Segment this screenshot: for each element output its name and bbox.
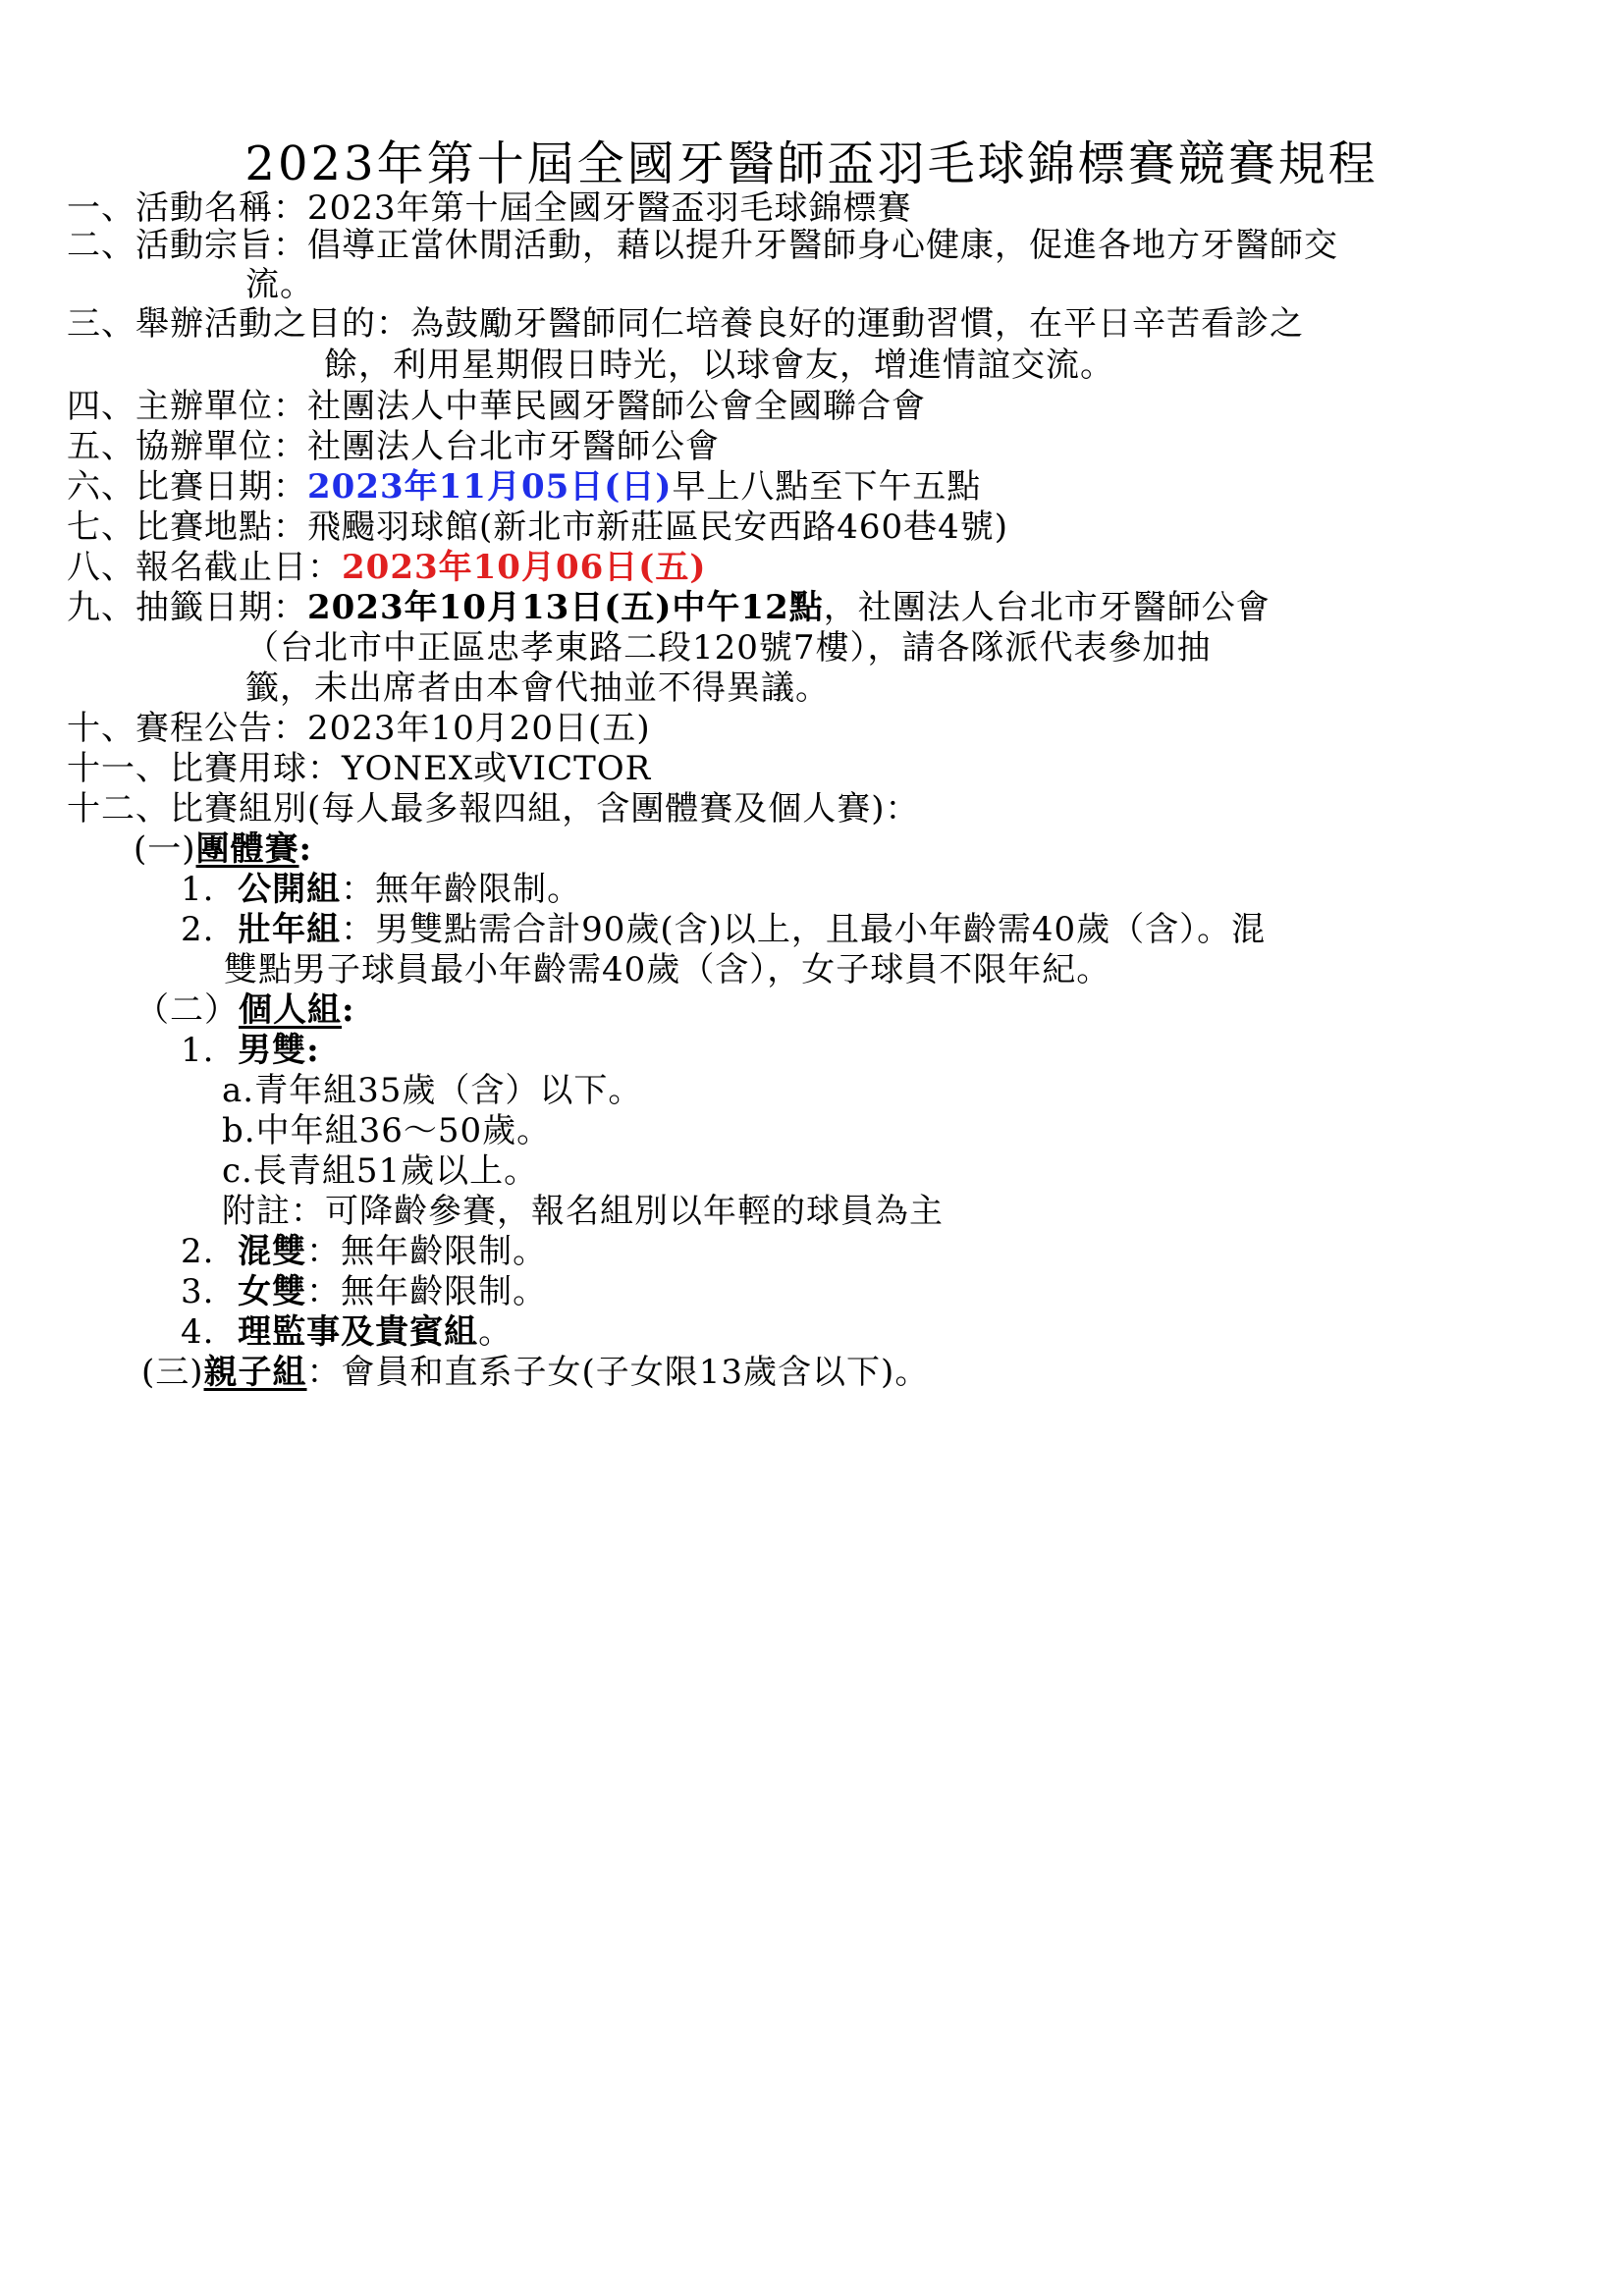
item-text: ：無年齡限制。 <box>306 1272 548 1311</box>
group-team-heading <box>134 828 312 871</box>
section-registration-deadline <box>67 546 706 589</box>
section-label: 十、賽程公告： <box>67 709 307 748</box>
section-purpose <box>67 224 1338 267</box>
section-schedule-announce <box>67 707 651 750</box>
group-family <box>141 1351 929 1394</box>
item-name: 混雙 <box>238 1232 307 1271</box>
section-label: 七、比賽地點： <box>67 507 307 547</box>
section-label: 二、活動宗旨： <box>67 226 307 265</box>
section-match-date <box>67 465 981 508</box>
item-number: 1. <box>181 1031 215 1070</box>
section-shuttlecock <box>67 747 651 790</box>
item-number: 3. <box>181 1272 215 1311</box>
section-label: 六、比賽日期： <box>67 467 307 507</box>
individual-item-mixed-doubles <box>181 1230 547 1273</box>
mens-sub-senior: c.長青組51歲以上。 <box>222 1151 539 1191</box>
item-text: ：無年齡限制。 <box>306 1232 548 1271</box>
deadline-date-highlight: 2023年10月06日(五) <box>342 548 707 587</box>
section-text: ，社團法人台北市牙醫師公會 <box>823 588 1271 627</box>
mens-sub-middle: b.中年組36～50歲。 <box>222 1111 552 1150</box>
group-prefix: (一) <box>134 829 196 869</box>
section-label: 十一、比賽用球： <box>67 749 342 788</box>
section-label: 五、協辦單位： <box>67 427 307 466</box>
section-label: 一、活動名稱： <box>67 188 307 228</box>
item-name: 理監事及貴賓組 <box>238 1312 479 1352</box>
group-prefix: (三) <box>141 1353 204 1392</box>
item-text: ：男雙點需合計90歲(含)以上，且最小年齡需40歲（含）。混 <box>341 910 1267 949</box>
item-number: 2. <box>181 1232 215 1271</box>
draw-date-highlight: 2023年10月13日(五)中午12點 <box>307 588 824 627</box>
section-text: 2023年10月20日(五) <box>307 709 651 748</box>
section-text: 社團法人中華民國牙醫師公會全國聯合會 <box>307 387 926 426</box>
item-number: 2. <box>181 910 215 949</box>
section-text: 2023年第十屆全國牙醫盃羽毛球錦標賽 <box>307 188 912 228</box>
item-number: 4. <box>181 1312 215 1352</box>
group-text: ：會員和直系子女(子女限13歲含以下)。 <box>306 1353 930 1392</box>
group-individual-heading <box>135 988 355 1032</box>
individual-item-vip <box>181 1310 513 1354</box>
section-venue <box>67 506 1008 549</box>
section-purpose-cont: 流。 <box>245 265 314 304</box>
group-prefix: （二） <box>135 990 239 1030</box>
section-text: 倡導正當休閒活動，藉以提升牙醫師身心健康，促進各地方牙醫師交 <box>307 226 1338 265</box>
section-draw-note: 籤，未出席者由本會代抽並不得異議。 <box>245 668 830 708</box>
individual-item-mens-doubles <box>181 1029 320 1072</box>
section-label: 四、主辦單位： <box>67 387 307 426</box>
section-organizer <box>67 385 926 428</box>
section-text: 早上八點至下午五點 <box>672 467 982 507</box>
item-name: 女雙 <box>238 1272 307 1311</box>
section-categories: 十二、比賽組別(每人最多報四組，含團體賽及個人賽)： <box>67 789 920 828</box>
section-text: YONEX或VICTOR <box>342 749 652 788</box>
team-item-senior <box>181 908 1266 951</box>
match-date-highlight: 2023年11月05日(日) <box>307 467 673 507</box>
section-co-organizer <box>67 425 720 468</box>
mens-sub-youth: a.青年組35歲（含）以下。 <box>222 1071 643 1110</box>
section-label: 九、抽籤日期： <box>67 588 307 627</box>
section-text: 為鼓勵牙醫師同仁培養良好的運動習慣，在平日辛苦看診之 <box>410 304 1304 344</box>
team-item-open <box>181 868 581 911</box>
item-name: 壯年組 <box>238 910 342 949</box>
item-text: ：無年齡限制。 <box>341 870 582 909</box>
section-label: 三、舉辦活動之目的： <box>67 304 410 344</box>
item-text: 。 <box>478 1312 514 1352</box>
section-objective <box>67 302 1304 346</box>
section-text: 社團法人台北市牙醫師公會 <box>307 427 720 466</box>
group-heading: 團體賽 <box>195 829 299 869</box>
item-colon: : <box>306 1031 320 1070</box>
section-label: 八、報名截止日： <box>67 548 342 587</box>
item-name: 公開組 <box>238 870 342 909</box>
item-number: 1. <box>181 870 215 909</box>
group-colon: : <box>298 829 313 869</box>
section-text: 飛颺羽球館(新北市新莊區民安西路460巷4號) <box>307 507 1009 547</box>
section-draw-address: （台北市中正區忠孝東路二段120號7樓），請各隊派代表參加抽 <box>245 628 1212 667</box>
group-heading: 親子組 <box>203 1353 307 1392</box>
group-colon: : <box>342 990 355 1030</box>
section-draw-date <box>67 586 1271 629</box>
section-objective-cont: 餘，利用星期假日時光，以球會友，增進情誼交流。 <box>324 346 1114 385</box>
mens-sub-note: 附註：可降齡參賽，報名組別以年輕的球員為主 <box>222 1192 944 1231</box>
individual-item-womens-doubles <box>181 1270 547 1313</box>
group-heading: 個人組 <box>239 990 342 1030</box>
item-name: 男雙 <box>238 1031 307 1070</box>
document-title: 2023年第十屆全國牙醫師盃羽毛球錦標賽競賽規程 <box>244 136 1379 191</box>
team-item-senior-cont: 雙點男子球員最小年齡需40歲（含），女子球員不限年紀。 <box>224 950 1111 989</box>
